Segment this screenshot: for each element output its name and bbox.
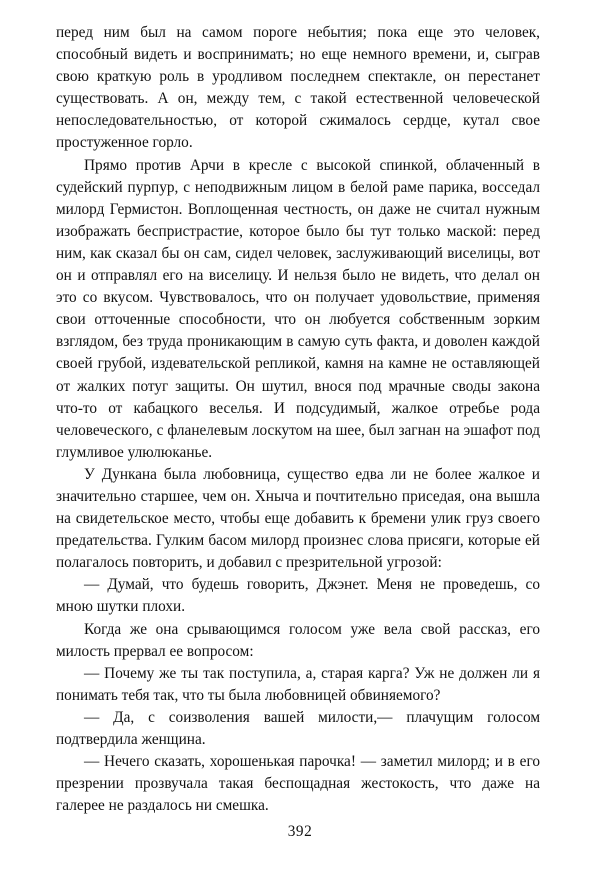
page-number: 392 xyxy=(287,823,313,840)
paragraph: перед ним был на самом пороге небытия; пока еще это человек, способный видеть и воспринимать; но еще немного времени, и, сыграв свою краткую роль в уродливом последнем спектакле, он перестанет существовать. А он, между тем, с такой естественной человеческой непоследовательностью, от которой сжималось сердце, кутал свое простуженное горло. xyxy=(56,24,540,152)
page-body xyxy=(56,22,540,817)
paragraph: Прямо против Арчи в кресле с высокой спинкой, облаченный в судейский пурпур, с неподвижным лицом в белой раме парика, восседал милорд Гермистон. Воплощенная честность, он даже не считал нужным изображать беспристрастие, которое было бы тут только маской: перед ним, как сказал бы он сам, сидел человек, заслуживающий виселицы, вот он и отправлял его на виселицу. И нельзя было не видеть, что делал он это со вкусом. Чувствовалось, что он получает удовольствие, применяя свои отточенные способности, что он любуется собственным зорким взглядом, без труда проникающим в самую суть факта, и доволен каждой своей грубой, издевательской репликой, камня на камне не оставляющей от жалких потуг защиты. Он шутил, внося под мрачные своды закона что-то от кабацкого веселья. И подсудимый, жалкое отребье рода человеческого, с фланелевым лоскутом на шее, был загнан на эшафот под глумливое улюлюканье. xyxy=(56,156,540,461)
paragraph: — Да, с соизволения вашей милости,— плачущим голосом подтвердила женщина. xyxy=(56,708,540,748)
paragraph: У Дункана была любовница, существо едва ли не более жалкое и значительно старшее, чем он. Хныча и почтительно приседая, она вышла на свидетельское место, чтобы еще добавить к бремени улик груз своего предательства. Гулким басом милорд произнес слова присяги, которые ей полагалось повторить, и добавил с презрительной угрозой: xyxy=(56,465,540,572)
paragraph: — Думай, что будешь говорить, Джэнет. Меня не проведешь, со мною шутки плохи. xyxy=(56,576,540,616)
paragraph: Когда же она срывающимся голосом уже вела свой рассказ, его милость прервал ее вопросом: xyxy=(56,620,540,660)
paragraph: — Нечего сказать, хорошенькая парочка! — заметил милорд; и в его презрении прозвучала такая беспощадная жестокость, что даже на галерее не раздалось ни смешка. xyxy=(56,753,540,815)
paragraph: — Почему же ты так поступила, а, старая карга? Уж не должен ли я понимать тебя так, что ты была любовницей обвиняемого? xyxy=(56,664,540,704)
